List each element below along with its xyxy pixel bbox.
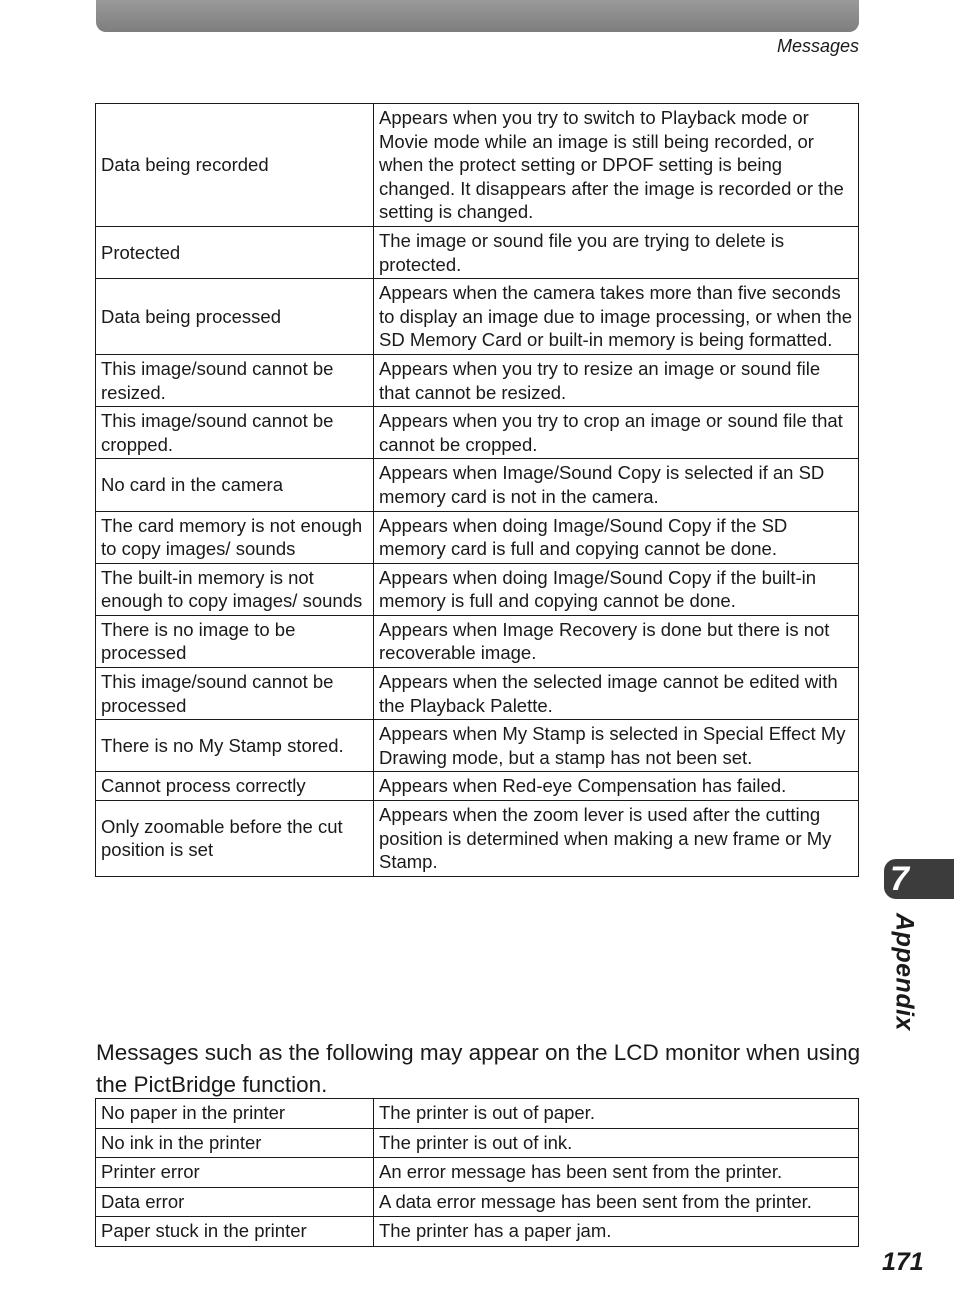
running-title: Messages (776, 36, 859, 56)
header-bar (96, 0, 859, 32)
description-cell: An error message has been sent from the printer. (374, 1158, 859, 1188)
message-cell: The built-in memory is not enough to copy images/ sounds (96, 563, 374, 615)
description-cell: Appears when doing Image/Sound Copy if the SD memory card is full and copying cannot be done. (374, 511, 859, 563)
message-cell: This image/sound cannot be processed (96, 668, 374, 720)
table-row (96, 801, 859, 877)
message-cell: Printer error (96, 1158, 374, 1188)
message-cell: There is no My Stamp stored. (96, 720, 374, 772)
table-row (96, 511, 859, 563)
description-cell: Appears when the selected image cannot be edited with the Playback Palette. (374, 668, 859, 720)
table-row (96, 459, 859, 511)
message-cell: Data being processed (96, 279, 374, 355)
message-cell: No paper in the printer (96, 1099, 374, 1129)
message-cell: Data being recorded (96, 104, 374, 227)
table-row (96, 1187, 859, 1217)
section-label: Appendix (890, 913, 919, 1031)
description-cell: Appears when you try to crop an image or sound file that cannot be cropped. (374, 407, 859, 459)
table-row (96, 407, 859, 459)
description-cell: Appears when you try to resize an image or sound file that cannot be resized. (374, 354, 859, 406)
table-row (96, 563, 859, 615)
table-row (96, 226, 859, 278)
description-cell: Appears when the zoom lever is used after the cutting position is determined when making a new frame or My Stamp. (374, 801, 859, 877)
messages-table (95, 103, 859, 877)
table-row (96, 1217, 859, 1247)
message-cell: Data error (96, 1187, 374, 1217)
description-cell: A data error message has been sent from the printer. (374, 1187, 859, 1217)
table-row (96, 279, 859, 355)
page-number: 171 (882, 1248, 924, 1276)
description-cell: Appears when doing Image/Sound Copy if the built-in memory is full and copying cannot be done. (374, 563, 859, 615)
description-cell: Appears when the camera takes more than five seconds to display an image due to image processing, or when the SD Memory Card or built-in memory is being formatted. (374, 279, 859, 355)
description-cell: Appears when Image/Sound Copy is selected if an SD memory card is not in the camera. (374, 459, 859, 511)
description-cell: Appears when Image Recovery is done but there is not recoverable image. (374, 615, 859, 667)
table-row (96, 1128, 859, 1158)
pictbridge-messages-table (95, 1098, 859, 1247)
description-cell: The image or sound file you are trying to delete is protected. (374, 226, 859, 278)
pictbridge-intro-text: Messages such as the following may appear on the LCD monitor when using the PictBridge function. (96, 1039, 861, 1097)
messages-table-body (96, 104, 859, 877)
table-row (96, 720, 859, 772)
table-row (96, 615, 859, 667)
pictbridge-table-body (96, 1099, 859, 1247)
table-row (96, 1099, 859, 1129)
description-cell: Appears when Red-eye Compensation has failed. (374, 772, 859, 801)
message-cell: There is no image to be processed (96, 615, 374, 667)
description-cell: Appears when you try to switch to Playback mode or Movie mode while an image is still being recorded, or when the protect setting or DPOF setting is being changed. It disappears after the image is recorded or the setting is changed. (374, 104, 859, 227)
table-row (96, 104, 859, 227)
message-cell: Cannot process correctly (96, 772, 374, 801)
table-row (96, 772, 859, 801)
table-row (96, 668, 859, 720)
message-cell: Protected (96, 226, 374, 278)
message-cell: Paper stuck in the printer (96, 1217, 374, 1247)
description-cell: Appears when My Stamp is selected in Special Effect My Drawing mode, but a stamp has not been set. (374, 720, 859, 772)
description-cell: The printer is out of paper. (374, 1099, 859, 1129)
message-cell: The card memory is not enough to copy images/ sounds (96, 511, 374, 563)
message-cell: No card in the camera (96, 459, 374, 511)
message-cell: This image/sound cannot be resized. (96, 354, 374, 406)
description-cell: The printer has a paper jam. (374, 1217, 859, 1247)
table-row (96, 1158, 859, 1188)
description-cell: The printer is out of ink. (374, 1128, 859, 1158)
message-cell: Only zoomable before the cut position is set (96, 801, 374, 877)
chapter-number: 7 (890, 860, 909, 898)
table-row (96, 354, 859, 406)
message-cell: No ink in the printer (96, 1128, 374, 1158)
message-cell: This image/sound cannot be cropped. (96, 407, 374, 459)
